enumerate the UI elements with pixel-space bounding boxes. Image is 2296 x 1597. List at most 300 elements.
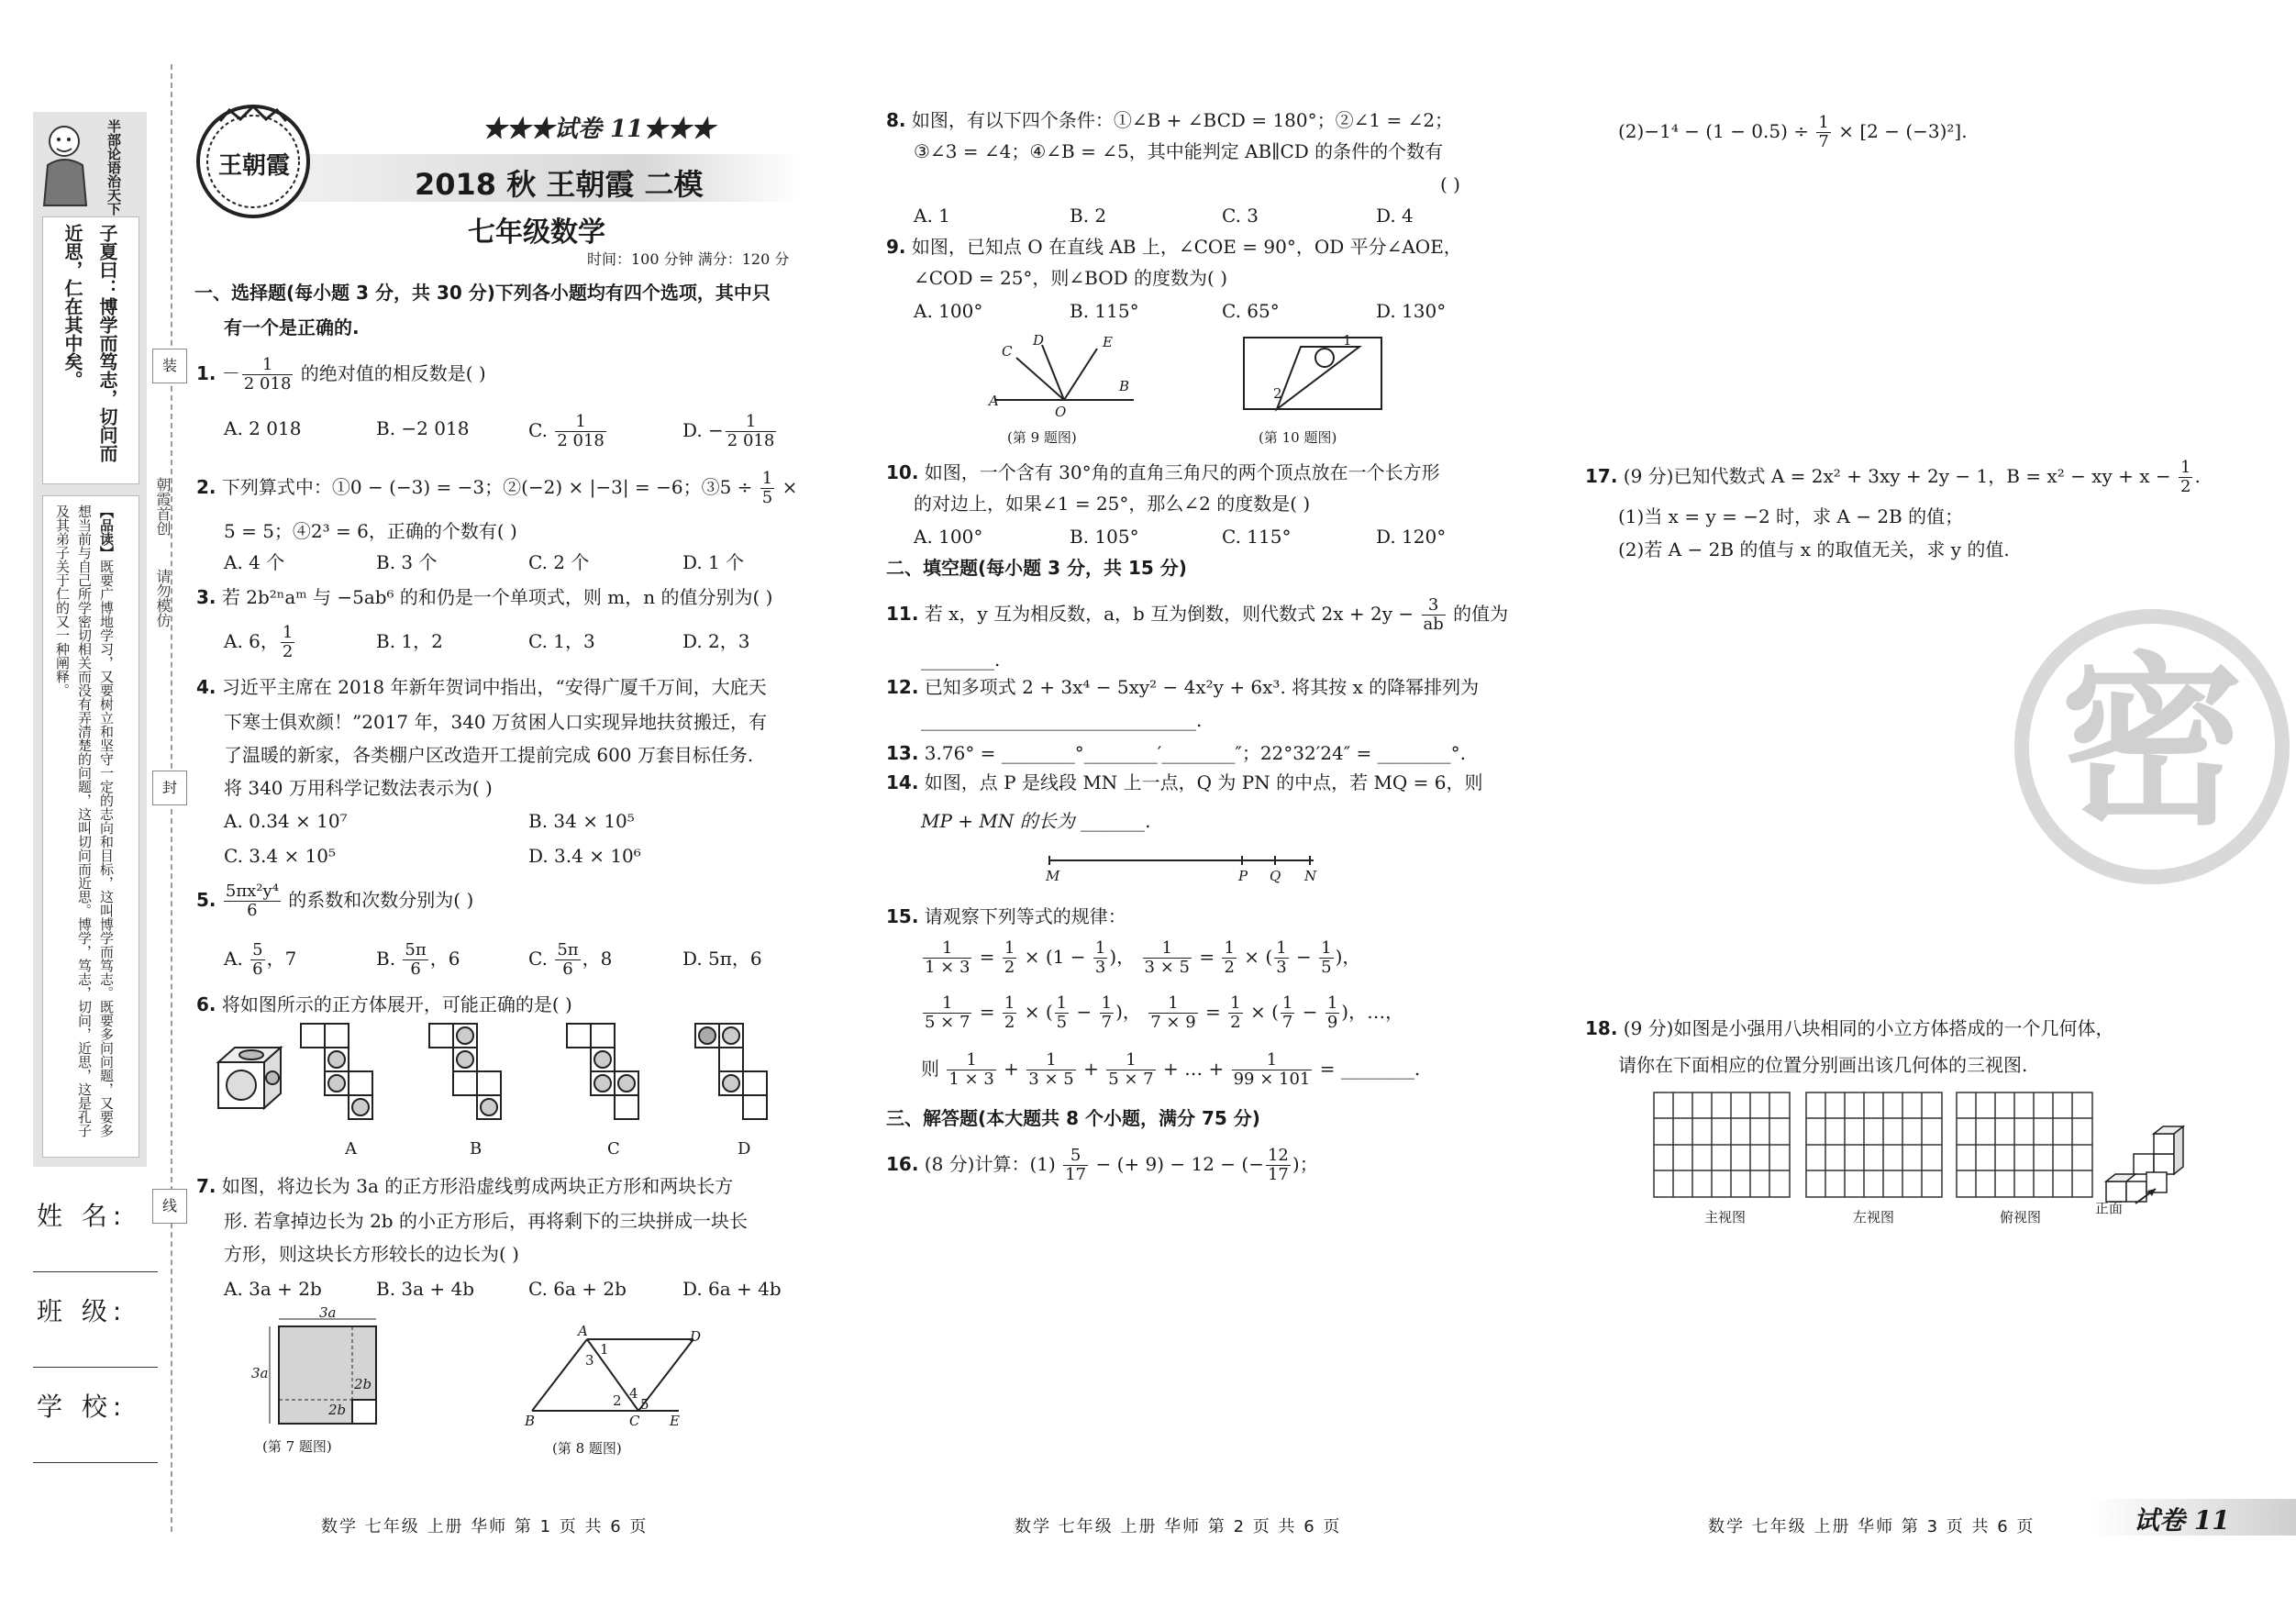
question-14 bbox=[886, 769, 1483, 796]
q9-fig-c: C bbox=[1002, 343, 1013, 360]
q17-sub-1: (1)当 x = y = −2 时，求 A − 2B 的值； bbox=[1618, 505, 1964, 527]
q5-a-tail: ，7 bbox=[266, 948, 297, 970]
question-9 bbox=[886, 233, 1462, 261]
q2-option-a[interactable]: A. 4 个 bbox=[224, 551, 285, 573]
q15-r3-f2d: 3 × 5 bbox=[1028, 1070, 1074, 1089]
name-line[interactable] bbox=[33, 1271, 158, 1272]
question-3 bbox=[196, 583, 772, 611]
q16-f1d: 17 bbox=[1065, 1165, 1087, 1184]
q1-c-label: C. bbox=[528, 419, 548, 441]
question-11 bbox=[886, 596, 1508, 634]
q16-frac-1 bbox=[1063, 1147, 1088, 1184]
q2-frac-num: 1 bbox=[761, 469, 773, 488]
q15-r1-ad: 3 bbox=[1276, 958, 1287, 977]
q15-r3-f5d: 99 × 101 bbox=[1233, 1070, 1311, 1089]
q15-r2-times: × bbox=[1024, 1001, 1040, 1023]
q8-line-2: ③∠3 = ∠4；④∠B = ∠5，其中能判定 AB∥CD 的条件的个数有 bbox=[914, 140, 1444, 162]
q15-r1-f1 bbox=[923, 939, 971, 977]
q15-number: 15. bbox=[886, 905, 919, 927]
q10-fig-2: 2 bbox=[1273, 385, 1282, 402]
q15-r3-dots: + … + bbox=[1163, 1058, 1225, 1080]
q5-text: 的系数和次数分别为( ) bbox=[288, 889, 474, 911]
q9-option-a[interactable]: A. 100° bbox=[914, 300, 983, 322]
q15-r1-td: 3 bbox=[1094, 958, 1106, 977]
q16-f3d: 7 bbox=[1818, 132, 1829, 151]
q15-r2-f2n: 1 bbox=[1148, 994, 1197, 1014]
school-line[interactable] bbox=[33, 1462, 158, 1463]
q15-r3-f2n: 1 bbox=[1026, 1051, 1075, 1070]
q15-r2-d bbox=[1325, 994, 1339, 1032]
q5-frac-den: 6 bbox=[247, 901, 258, 920]
q1-option-c[interactable] bbox=[528, 413, 608, 450]
q15-r1-hn: 1 bbox=[1004, 938, 1015, 958]
q15-r2-f1n: 1 bbox=[923, 994, 971, 1014]
q3-option-b[interactable]: B. 1，2 bbox=[376, 630, 443, 652]
q15-blank: = ________. bbox=[1319, 1058, 1421, 1080]
sage-illustration bbox=[39, 117, 95, 207]
q13-text: 3.76° = ________°________′________″；22°32′24″ = ________°. bbox=[924, 742, 1467, 764]
q5-frac-num: 5πx²y⁴ bbox=[225, 882, 279, 901]
q8-fig-d: D bbox=[690, 1328, 702, 1345]
q6-label-b[interactable]: B bbox=[470, 1139, 482, 1159]
q4-line-2: 下寒士俱欢颜！”2017 年，340 万贫困人口实现异地扶贫搬迁，有 bbox=[224, 711, 768, 733]
q11-text: 若 x，y 互为相反数，a，b 互为倒数，则代数式 2x + 2y − bbox=[924, 603, 1414, 625]
q4-line-3: 了温暖的新家，各类棚户区改造开工提前完成 600 万套目标任务. bbox=[224, 744, 754, 766]
reading-title: 【品读】 bbox=[98, 505, 115, 560]
class-line[interactable] bbox=[33, 1367, 158, 1368]
q9-caption: (第 9 题图) bbox=[1007, 429, 1077, 446]
class-label: 班 级: bbox=[37, 1296, 128, 1326]
q8-option-c[interactable]: C. 3 bbox=[1222, 205, 1259, 227]
q15-r1-an: 1 bbox=[1276, 938, 1287, 958]
q8-fig-e: E bbox=[670, 1413, 680, 1429]
question-12 bbox=[886, 673, 1479, 701]
q7-line-2: 形. 若拿掉边长为 2b 的小正方形后，再将剩下的三块拼成一块长 bbox=[224, 1210, 748, 1232]
q15-r1-f1d: 1 × 3 bbox=[925, 958, 971, 977]
q5-option-b[interactable] bbox=[376, 941, 460, 979]
q15-r3-f3 bbox=[1106, 1051, 1155, 1089]
q3-option-a[interactable] bbox=[224, 624, 296, 661]
q13-number: 13. bbox=[886, 742, 919, 764]
sidebar-motto: 半部论语治天下 bbox=[105, 119, 122, 216]
q18-number: 18. bbox=[1585, 1017, 1618, 1039]
q1-option-a[interactable]: A. 2 018 bbox=[224, 417, 302, 439]
q8-fig-n1: 1 bbox=[600, 1341, 609, 1358]
q14-line-2[interactable]: MP + MN 的长为 _______. bbox=[921, 810, 1151, 832]
q8-paren: ( ) bbox=[1440, 173, 1460, 195]
q15-r2-f1d: 5 × 7 bbox=[925, 1013, 971, 1032]
q17-frac-num: 1 bbox=[2180, 458, 2191, 477]
q5-option-c[interactable] bbox=[528, 941, 612, 979]
q15-then: 则 bbox=[921, 1058, 939, 1080]
q15-r1-times: × bbox=[1024, 946, 1040, 968]
q5-a-frac bbox=[250, 941, 264, 979]
q16-mid: − (+ 9) − 12 − bbox=[1095, 1153, 1242, 1175]
q5-c-label: C. bbox=[528, 948, 548, 970]
q17-frac-den: 2 bbox=[2180, 477, 2191, 496]
question-7 bbox=[196, 1172, 733, 1200]
q1-c-num: 1 bbox=[555, 413, 606, 432]
grid-front-view[interactable] bbox=[1653, 1092, 1791, 1198]
q15-r3-plus1: + bbox=[1004, 1058, 1019, 1080]
q10-option-a[interactable]: A. 100° bbox=[914, 526, 983, 548]
q15-r2-ad: 5 bbox=[1056, 1013, 1068, 1032]
grid-left-view[interactable] bbox=[1805, 1092, 1943, 1198]
q15-r1-a bbox=[1274, 939, 1288, 977]
q15-r1-t bbox=[1093, 939, 1107, 977]
paper-label: ★★★试卷 11★★★ bbox=[482, 116, 715, 143]
q15-r3-f3d: 5 × 7 bbox=[1108, 1070, 1154, 1089]
q6-label-d[interactable]: D bbox=[738, 1139, 751, 1159]
question-4 bbox=[196, 673, 767, 701]
q16-line2: (2)−1⁴ − (1 − 0.5) ÷ bbox=[1618, 120, 1810, 142]
q5-number: 5. bbox=[196, 889, 216, 911]
q7-option-b[interactable]: B. 3a + 4b bbox=[376, 1278, 475, 1300]
q16-part-2 bbox=[1618, 114, 1968, 151]
sidebar-quote: 子夏曰：博学而笃志，切问而近思，仁在其中矣。 bbox=[61, 224, 118, 462]
q2-option-b[interactable]: B. 3 个 bbox=[376, 551, 438, 573]
q17-number: 17. bbox=[1585, 465, 1618, 487]
q15-r2-an: 1 bbox=[1056, 993, 1068, 1013]
notice-text-2: 请勿模仿 bbox=[154, 569, 172, 627]
q15-r2-c bbox=[1281, 994, 1294, 1032]
q4-number: 4. bbox=[196, 676, 216, 698]
q15-r2-f2 bbox=[1148, 994, 1197, 1032]
q15-r2-eq2: = bbox=[1205, 1001, 1221, 1023]
question-1 bbox=[196, 356, 486, 394]
q18-line1: (9 分)如图是小强用八块相同的小立方体搭成的一个几何体， bbox=[1623, 1017, 2114, 1039]
q7-line1: 如图，将边长为 3a 的正方形沿虚线剪成两块正方形和两块长方 bbox=[221, 1175, 734, 1197]
q8-option-d[interactable]: D. 4 bbox=[1376, 205, 1414, 227]
q4-option-a[interactable]: A. 0.34 × 10⁷ bbox=[224, 810, 348, 832]
q15-r1-half2 bbox=[1222, 939, 1236, 977]
seal-mark-1: 装 bbox=[152, 349, 187, 383]
q15-r2-cd: 7 bbox=[1281, 1013, 1293, 1032]
q14-label-n: N bbox=[1304, 868, 1317, 884]
q16-f2n: 12 bbox=[1267, 1146, 1289, 1165]
q8-fig-n3: 3 bbox=[585, 1352, 594, 1369]
q1-d-den: 2 018 bbox=[727, 431, 775, 450]
q15-r1-one: 1 bbox=[1052, 946, 1065, 968]
q9-fig-e: E bbox=[1103, 334, 1113, 350]
q15-r2-times2: × bbox=[1249, 1001, 1266, 1023]
q3-a-num: 1 bbox=[282, 623, 294, 642]
q8-fig-a: A bbox=[578, 1323, 588, 1339]
q3-option-c[interactable]: C. 1，3 bbox=[528, 630, 595, 652]
q15-r2-b bbox=[1100, 994, 1114, 1032]
reading-text: 既要广博地学习，又要树立和坚守一定的志向和目标，这叫博学而笃志。既要多问问题，又要多想当前与自己所学密切相关而没有弄清楚的问题，这叫切问而近思。博学，笃志，切问，近思，这是孔子及其弟子关于仁的又一种阐释。 bbox=[54, 505, 115, 1137]
q15-r3-f2 bbox=[1026, 1051, 1075, 1089]
q15-r2-a bbox=[1055, 994, 1069, 1032]
q8-fig-c: C bbox=[629, 1413, 640, 1429]
q9-line-2: ∠COD = 25°，则∠BOD 的度数为( ) bbox=[914, 267, 1227, 289]
question-18 bbox=[1585, 1015, 2113, 1042]
q10-option-b[interactable]: B. 105° bbox=[1070, 526, 1139, 548]
q3-text: 若 2b²ⁿaᵐ 与 −5ab⁶ 的和仍是一个单项式，则 m，n 的值分别为( ) bbox=[221, 586, 773, 608]
q2-option-d[interactable]: D. 1 个 bbox=[682, 551, 745, 573]
q9-line1: 如图，已知点 O 在直线 AB 上，∠COE = 90°，OD 平分∠AOE， bbox=[911, 236, 1462, 258]
q14-segment bbox=[1046, 853, 1321, 866]
q15-r1-h2n: 1 bbox=[1224, 938, 1235, 958]
question-15 bbox=[886, 903, 1126, 930]
q15-r2-h2d: 2 bbox=[1230, 1013, 1241, 1032]
q4-line-4: 将 340 万用科学记数法表示为( ) bbox=[224, 777, 493, 799]
q10-fig-1: 1 bbox=[1343, 332, 1352, 349]
q15-ellipsis: ，…， bbox=[1348, 1001, 1404, 1023]
q2-line1: 下列算式中：①0 − (−3) = −3；②(−2) × |−3| = −6；③5 ÷ bbox=[221, 476, 753, 498]
q6-text: 将如图所示的正方体展开，可能正确的是( ) bbox=[221, 993, 572, 1015]
q5-a-label: A. bbox=[224, 948, 243, 970]
name-label: 姓 名: bbox=[37, 1201, 128, 1231]
q4-option-b[interactable]: B. 34 × 10⁵ bbox=[528, 810, 635, 832]
q15-r1-times2: × bbox=[1244, 946, 1260, 968]
q16-f1n: 5 bbox=[1063, 1147, 1088, 1166]
q15-r1-f2 bbox=[1143, 939, 1192, 977]
q15-r2-dn: 1 bbox=[1326, 993, 1338, 1013]
q15-r2-bd: 7 bbox=[1101, 1013, 1113, 1032]
q15-r2-hn: 1 bbox=[1004, 993, 1015, 1013]
q14-label-q: Q bbox=[1270, 868, 1281, 884]
q12-blank[interactable]: ______________________________. bbox=[921, 709, 1203, 731]
footer-tag: 试卷 11 bbox=[2134, 1505, 2230, 1536]
q2-line-2: 5 = 5；④2³ = 6，正确的个数有( ) bbox=[224, 520, 517, 542]
q5-b-num: 5π bbox=[405, 940, 427, 959]
q8-line1: 如图，有以下四个条件：①∠B + ∠BCD = 180°；②∠1 = ∠2； bbox=[911, 109, 1454, 131]
q11-frac-num: 3 bbox=[1422, 596, 1446, 616]
q15-r1-bn: 1 bbox=[1321, 938, 1332, 958]
q16-f2d: 17 bbox=[1267, 1165, 1289, 1184]
q5-fraction bbox=[224, 882, 281, 920]
q15-r1-f2n: 1 bbox=[1143, 939, 1192, 959]
q5-b-tail: ，6 bbox=[429, 948, 460, 970]
q1-number: 1. bbox=[196, 362, 216, 384]
q1-c-frac bbox=[555, 413, 606, 450]
q2-fraction bbox=[760, 470, 774, 507]
q6-label-c[interactable]: C bbox=[607, 1139, 620, 1159]
q15-r2-f1 bbox=[923, 994, 971, 1032]
q17-text: (9 分)已知代数式 A = 2x² + 3xy + 2y − 1，B = x² − xy + x − bbox=[1623, 465, 2171, 487]
q9-option-c[interactable]: C. 65° bbox=[1222, 300, 1280, 322]
q1-option-d[interactable] bbox=[682, 413, 778, 450]
q1-d-frac bbox=[726, 413, 777, 450]
q7-label-top: 3a bbox=[319, 1304, 337, 1321]
q15-r1-eq: = bbox=[979, 946, 995, 968]
question-8 bbox=[886, 106, 1453, 134]
seal-mark-3: 线 bbox=[152, 1189, 187, 1224]
footer-page-2: 数学 七年级 上册 华师 第 2 页 共 6 页 bbox=[1015, 1517, 1342, 1536]
footer-page-3: 数学 七年级 上册 华师 第 3 页 共 6 页 bbox=[1708, 1517, 2035, 1536]
q15-r1-f2d: 3 × 5 bbox=[1144, 958, 1190, 977]
q1-text: 的绝对值的相反数是( ) bbox=[300, 362, 486, 384]
q7-figure bbox=[253, 1310, 391, 1429]
q15-row-3[interactable] bbox=[921, 1051, 1420, 1089]
q1-d-label: D. − bbox=[682, 419, 724, 441]
q8-option-a[interactable]: A. 1 bbox=[914, 205, 950, 227]
label-left-view: 左视图 bbox=[1853, 1209, 1895, 1225]
label-top-view: 俯视图 bbox=[2000, 1209, 2042, 1225]
q15-r2-f2d: 7 × 9 bbox=[1150, 1013, 1196, 1032]
q4-option-c[interactable]: C. 3.4 × 10⁵ bbox=[224, 845, 337, 867]
q6-number: 6. bbox=[196, 993, 216, 1015]
question-17: 17. (9 分)已知代数式 A = 2x² + 3xy + 2y − 1，B = x² − xy + x − $\frac{1}{2}$ . bbox=[1585, 458, 2201, 496]
q12-number: 12. bbox=[886, 676, 919, 698]
question-13[interactable] bbox=[886, 739, 1466, 767]
q2-frac-den: 5 bbox=[761, 488, 773, 507]
q15-r2-h2n: 1 bbox=[1230, 993, 1241, 1013]
question-16: 16. (8 分)计算：(1) $\frac{5}{17}$ − (+ 9) − 12 − (− $\frac{12}{17}$ )； bbox=[886, 1146, 1318, 1184]
q15-r1-half bbox=[1003, 939, 1016, 977]
q7-number: 7. bbox=[196, 1175, 216, 1197]
q8-fig-n5: 5 bbox=[640, 1396, 649, 1413]
q16-frac-2 bbox=[1266, 1147, 1291, 1184]
q15-r1-h2d: 2 bbox=[1224, 958, 1235, 977]
q7-option-c[interactable]: C. 6a + 2b bbox=[528, 1278, 627, 1300]
q7-line-3: 方形，则这块长方形较长的边长为( ) bbox=[224, 1243, 519, 1265]
q5-option-a[interactable] bbox=[224, 941, 296, 979]
section-1-heading-2: 有一个是正确的. bbox=[224, 316, 360, 338]
q9-fig-b: B bbox=[1119, 378, 1130, 394]
q10-line1: 如图，一个含有 30°角的直角三角尺的两个顶点放在一个长方形 bbox=[924, 461, 1440, 483]
q7-option-a[interactable]: A. 3a + 2b bbox=[224, 1278, 322, 1300]
q1-d-num: 1 bbox=[726, 413, 777, 432]
q6-label-a[interactable]: A bbox=[345, 1139, 357, 1159]
q5-b-den: 6 bbox=[410, 959, 421, 979]
q8-option-b[interactable]: B. 2 bbox=[1070, 205, 1107, 227]
q2-times: × bbox=[782, 476, 798, 498]
q11-fraction bbox=[1422, 596, 1446, 634]
q3-number: 3. bbox=[196, 586, 216, 608]
q15-r2-bn: 1 bbox=[1101, 993, 1113, 1013]
q8-fig-b: B bbox=[525, 1413, 536, 1429]
q15-r2-dd: 9 bbox=[1326, 1013, 1338, 1032]
q10-option-d[interactable]: D. 120° bbox=[1376, 526, 1447, 548]
q11-tail: 的值为 bbox=[1453, 603, 1509, 625]
q15-r1-f1n: 1 bbox=[923, 939, 971, 959]
q15-r1-hd: 2 bbox=[1004, 958, 1015, 977]
q8-fig-n4: 4 bbox=[629, 1385, 638, 1402]
q9-fig-o: O bbox=[1055, 404, 1067, 420]
q12-text: 已知多项式 2 + 3x⁴ − 5xy² − 4x²y + 6x³. 将其按 x 的降幂排列为 bbox=[924, 676, 1480, 698]
q10-line-2: 的对边上，如果∠1 = 25°，那么∠2 的度数是( ) bbox=[914, 493, 1311, 515]
q15-r3-f1 bbox=[947, 1051, 995, 1089]
q5-c-num: 5π bbox=[557, 940, 579, 959]
q16-number: 16. bbox=[886, 1153, 919, 1175]
q7-label-left: 3a bbox=[251, 1365, 269, 1381]
q5-c-den: 6 bbox=[562, 959, 573, 979]
q3-a-frac bbox=[281, 624, 294, 661]
q10-option-c[interactable]: C. 115° bbox=[1222, 526, 1292, 548]
footer-page-1: 数学 七年级 上册 华师 第 1 页 共 6 页 bbox=[321, 1517, 649, 1536]
notice-text-1: 朝霞首创 bbox=[154, 477, 172, 536]
q16-frac-3 bbox=[1816, 114, 1830, 151]
q9-option-d[interactable]: D. 130° bbox=[1376, 300, 1447, 322]
q6-figure bbox=[215, 1020, 802, 1148]
q11-frac-den: ab bbox=[1423, 615, 1444, 634]
q5-c-frac bbox=[555, 941, 580, 979]
q14-line1: 如图，点 P 是线段 MN 上一点，Q 为 PN 的中点，若 MQ = 6，则 bbox=[924, 771, 1483, 793]
q2-option-c[interactable]: C. 2 个 bbox=[528, 551, 590, 573]
q14-label-p: P bbox=[1238, 868, 1248, 884]
q15-r2-half bbox=[1003, 994, 1016, 1032]
seal-mark-2: 封 bbox=[152, 771, 187, 805]
q7-label-2b-bottom: 2b bbox=[328, 1402, 347, 1418]
q14-label-m: M bbox=[1046, 868, 1060, 884]
q8-caption: (第 8 题图) bbox=[552, 1440, 622, 1457]
q15-r1-bd: 5 bbox=[1321, 958, 1332, 977]
question-10 bbox=[886, 459, 1440, 486]
q15-r1-b bbox=[1319, 939, 1333, 977]
q10-number: 10. bbox=[886, 461, 919, 483]
q15-r2-eq: = bbox=[979, 1001, 995, 1023]
page-title: 2018 秋 王朝霞 二模 bbox=[415, 167, 704, 202]
section-2-heading: 二、填空题(每小题 3 分，共 15 分) bbox=[886, 557, 1187, 579]
q15-r1-eq2: = bbox=[1199, 946, 1215, 968]
q2-number: 2. bbox=[196, 476, 216, 498]
q9-option-b[interactable]: B. 115° bbox=[1070, 300, 1139, 322]
q15-r3-plus2: + bbox=[1083, 1058, 1099, 1080]
q9-fig-d: D bbox=[1033, 332, 1045, 349]
q10-caption: (第 10 题图) bbox=[1259, 429, 1337, 446]
grid-top-view[interactable] bbox=[1956, 1092, 2093, 1198]
q15-r2-half2 bbox=[1228, 994, 1242, 1032]
q7-caption: (第 7 题图) bbox=[262, 1438, 332, 1455]
q5-c-tail: ，8 bbox=[582, 948, 613, 970]
label-front-view: 主视图 bbox=[1704, 1209, 1747, 1225]
question-6 bbox=[196, 991, 572, 1018]
q5-b-frac bbox=[403, 941, 427, 979]
q1-frac-den: 2 018 bbox=[243, 374, 292, 394]
q11-blank[interactable]: ________. bbox=[921, 649, 1001, 671]
q15-r3-f5 bbox=[1232, 1051, 1313, 1089]
question-2 bbox=[196, 470, 797, 507]
q4-option-d[interactable]: D. 3.4 × 10⁶ bbox=[528, 845, 641, 867]
q1-neg: － bbox=[221, 362, 240, 384]
q15-text: 请观察下列等式的规律： bbox=[924, 905, 1126, 927]
q15-r1-tn: 1 bbox=[1094, 938, 1106, 958]
q4-line1: 习近平主席在 2018 年新年贺词中指出，“安得广厦千万间，大庇天 bbox=[221, 676, 767, 698]
q9-fig-a: A bbox=[989, 393, 999, 409]
q5-option-d[interactable]: D. 5π，6 bbox=[682, 948, 762, 970]
q15-row-1: $\frac{1}{1 \times 3}$ = $\frac{1}{2}$ × (1 − $\frac{1}{3}$ )， $\frac{1}{3 \times 5}$ = $\frac{1}{2}$ × ( $\frac{1}{3}$ − $\frac{1}{5}$ )， bbox=[925, 938, 1361, 977]
q1-fraction bbox=[242, 356, 294, 394]
question-5 bbox=[196, 882, 473, 920]
q15-r3-f5n: 1 bbox=[1232, 1051, 1313, 1070]
q18-line-2: 请你在下面相应的位置分别画出该几何体的三视图. bbox=[1618, 1054, 2028, 1076]
q7-option-d[interactable]: D. 6a + 4b bbox=[682, 1278, 782, 1300]
q16-f3n: 1 bbox=[1818, 113, 1829, 132]
q15-r2-hd: 2 bbox=[1004, 1013, 1015, 1032]
q1-option-b[interactable]: B. −2 018 bbox=[376, 417, 470, 439]
q3-a-den: 2 bbox=[282, 642, 294, 661]
sidebar-reading bbox=[51, 505, 117, 1147]
q7-label-2b-side: 2b bbox=[354, 1376, 372, 1392]
q8-number: 8. bbox=[886, 109, 906, 131]
q17-fraction bbox=[2179, 459, 2192, 496]
q1-c-den: 2 018 bbox=[557, 431, 605, 450]
q17-sub-2: (2)若 A − 2B 的值与 x 的取值无关，求 y 的值. bbox=[1618, 538, 2010, 560]
q16-text: (8 分)计算：(1) bbox=[924, 1153, 1056, 1175]
label-front-direction: 正面 bbox=[2095, 1200, 2124, 1216]
q5-a-num: 5 bbox=[252, 940, 263, 959]
q14-number: 14. bbox=[886, 771, 919, 793]
q11-number: 11. bbox=[886, 603, 919, 625]
q15-r3-f1d: 1 × 3 bbox=[948, 1070, 994, 1089]
q3-a-label: A. 6， bbox=[224, 630, 279, 652]
front-arrow-icon bbox=[2134, 1185, 2159, 1205]
q3-option-d[interactable]: D. 2，3 bbox=[682, 630, 750, 652]
logo-text: 王朝霞 bbox=[217, 152, 290, 180]
q1-frac-num: 1 bbox=[242, 356, 294, 375]
